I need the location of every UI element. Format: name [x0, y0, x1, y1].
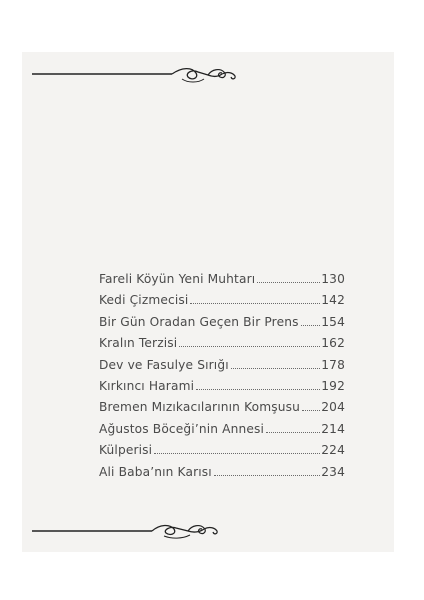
toc-dot-leader — [257, 282, 320, 283]
toc-dot-leader — [214, 475, 320, 476]
toc-entry — [99, 293, 345, 314]
toc-entry — [99, 443, 345, 464]
toc-entry-page-number: 154 — [321, 314, 345, 329]
toc-entry-title: Kedi Çizmecisi — [99, 293, 189, 308]
toc-entry-title: Ağustos Böceği’nin Annesi — [99, 421, 265, 436]
toc-entry-title: Kırkıncı Harami — [99, 378, 195, 393]
toc-entry — [99, 379, 345, 400]
toc-entry-page-number: 204 — [321, 400, 345, 415]
toc-entry-title: Dev ve Fasulye Sırığı — [99, 357, 229, 372]
toc-entry — [99, 358, 345, 379]
toc-entry — [99, 400, 345, 421]
table-of-contents — [99, 272, 345, 486]
toc-entry-title: Ali Baba’nın Karısı — [99, 464, 212, 479]
toc-entry-page-number: 214 — [321, 421, 345, 436]
toc-entry-title: Fareli Köyün Yeni Muhtarı — [99, 272, 256, 286]
toc-entry — [99, 336, 345, 357]
toc-dot-leader — [302, 410, 320, 411]
top-flourish-ornament — [32, 63, 242, 87]
toc-entry — [99, 422, 345, 443]
toc-entry — [99, 315, 345, 336]
toc-entry-title: Külperisi — [99, 443, 153, 458]
toc-entry-title: Bir Gün Oradan Geçen Bir Prens — [99, 314, 299, 329]
toc-entry — [99, 272, 345, 293]
toc-entry-page-number: 130 — [321, 272, 345, 286]
toc-entry-page-number: 178 — [321, 357, 345, 372]
toc-dot-leader — [196, 389, 320, 390]
toc-dot-leader — [301, 325, 321, 326]
toc-entry-page-number: 142 — [321, 293, 345, 308]
toc-entry-page-number: 192 — [321, 378, 345, 393]
toc-entry-page-number: 162 — [321, 336, 345, 351]
toc-entry-title: Bremen Mızıkacılarının Komşusu — [99, 400, 300, 415]
toc-entry-page-number: 224 — [321, 443, 345, 458]
bottom-flourish-ornament — [32, 516, 242, 540]
toc-dot-leader — [231, 368, 321, 369]
toc-entry-page-number: 234 — [321, 464, 345, 479]
toc-dot-leader — [179, 346, 320, 347]
toc-dot-leader — [154, 453, 320, 454]
toc-dot-leader — [266, 432, 320, 433]
toc-dot-leader — [190, 303, 320, 304]
toc-entry — [99, 465, 345, 486]
toc-entry-title: Kralın Terzisi — [99, 336, 178, 351]
